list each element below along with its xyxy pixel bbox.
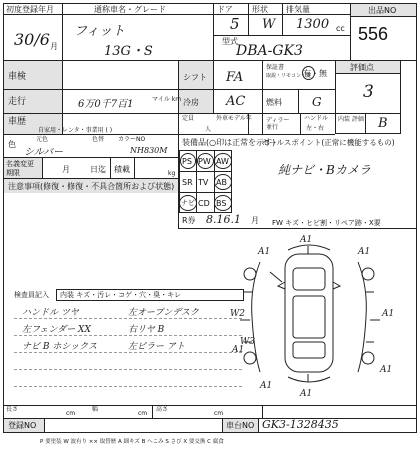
length-unit: cm [66,410,76,417]
warranty-sub: 取説・リモコン・鍵 [266,73,312,79]
doors-label: ドア [217,5,233,14]
name-grade-label: 通称車名・グレード [94,5,166,14]
mileage-unit: マイル km [152,96,182,103]
displacement-value: 1300 [296,17,330,32]
inspector-line-1: ハンドル ツヤ [22,308,79,318]
inspector-line-4: 左オープンデスク [128,308,199,318]
shaken-label: 車検 [8,72,27,82]
width-label: 幅 [92,406,99,413]
equip-bs: BS [216,199,227,208]
equip-ab: AB [216,178,227,187]
displacement-unit: cc [336,24,345,33]
notes-label: 注意事項(修復・修復・不具合箇所および状態) [8,182,175,191]
first-reg-value: 30/6 [14,30,50,49]
model-value: DBA-GK3 [236,43,303,59]
mark-w2-left: W2 [230,309,245,319]
interior-label: 内装 評価 [338,116,364,123]
score-label: 評価点 [350,63,374,72]
dealer-label: ディラー 並行 [266,117,290,131]
kg-unit: kg [168,170,176,177]
fuel-label: 燃料 [266,98,282,107]
displacement-label: 排気量 [286,5,310,14]
r-ticket-value: 8.16.1 [206,213,241,226]
inspector-line-3: ナビ B ホシックス [22,342,98,352]
original-color-label: 元色 [36,136,49,143]
shape-value: W [262,17,276,32]
equip-bs-circle [214,195,232,211]
mark-a1-left-rear: A1 [232,345,245,355]
color-change-label: 色替 [92,136,105,143]
reg-no-label: 登録NO [8,421,37,430]
inspector-label: 検査員記入 [14,291,49,299]
capacity-unit: 人 [205,126,212,133]
car-grade: 13G・S [104,44,153,59]
equip-cd: CD [198,199,210,208]
original-color-value: シルバー [24,147,64,158]
mark-a1-right: A1 [382,309,395,319]
equipment-label: 装備品(○印は正常を示す) [182,138,276,147]
equip-aw-circle [214,153,232,169]
mark-w3-rear-left: W3 [240,337,255,347]
car-damage-diagram [230,232,410,402]
equip-ab-circle [214,174,232,190]
warranty-options: 有・無 [303,69,327,78]
equip-pw: PW [198,157,211,166]
first-reg-label: 初度登録年月 [6,5,54,14]
equip-sr: SR [182,178,193,187]
aircon-value: AC [226,94,246,109]
transfer-month: 月 [62,165,70,174]
interior-value: B [378,116,388,131]
mark-a1-front: A1 [300,235,313,245]
warranty-label: 保証書 [266,64,285,71]
equip-tv: TV [198,178,209,187]
loading-label: 積載 [114,165,130,174]
capacity-label: 定員 [182,115,195,122]
transfer-day: 日迄 [90,165,106,174]
mileage-value: 6万0千7百1 [78,99,134,110]
inspector-line-2: 左フェンダー XX [22,325,91,335]
handle-options: 左・右 [306,125,325,132]
equip-navi: ナビ [181,199,195,207]
mark-a1-front-right: A1 [358,247,371,257]
mark-a1-rear-left: A1 [260,381,273,391]
sales-point-value: 純ナビ・Bカメラ [278,163,371,177]
shape-label: 形状 [252,5,268,14]
color-no-label: カラーNO [118,136,146,143]
mark-a1-rear-right: A1 [380,365,393,375]
car-name: フィット [74,24,125,39]
fuel-value: G [312,95,322,109]
diagram-caption: FW キズ・ヒビ割・リペア跡・X要 [272,219,381,227]
model-year-label: 外車モデル年 [216,115,252,122]
sales-point-label: セールスポイント(正常に機能するもの) [262,138,395,147]
length-label: 長さ [6,406,19,413]
lot-number: 556 [358,24,389,44]
inspector-line-6: 左ピラー アト [128,342,185,352]
color-no-value: NH830M [130,146,168,155]
mark-a1-front-left: A1 [258,247,271,257]
model-label: 型式 [222,37,238,46]
equip-aw: AW [216,157,229,166]
history-options: 自家用・レンタ・事業用 ( ) [38,127,113,134]
height-unit: cm [214,410,224,417]
r-ticket-unit: 月 [251,216,259,225]
shift-value: FA [226,70,244,85]
equip-pw-circle [197,153,214,169]
handle-label: ハンドル [304,115,329,122]
doors-value: 5 [230,15,240,33]
lot-label: 出品NO [368,6,397,15]
warranty-yes-circle [302,66,315,80]
mark-a1-rear: A1 [300,389,313,399]
shift-label: シフト [183,73,207,82]
equip-ps: PS [182,157,192,166]
r-ticket-label: R券 [182,216,196,225]
width-unit: cm [138,410,148,417]
score-value: 3 [363,82,374,102]
height-label: 高さ [156,406,169,413]
equip-ps-circle [180,153,196,169]
legend: P 要塗装 W 波有り ×× 取替歴 A 細キズ B へこみ S さび X 要交換 C 腐食 [40,439,224,445]
chassis-label: 車台NO [226,421,255,430]
aircon-label: 冷房 [183,98,199,107]
first-reg-unit: 月 [50,42,58,51]
inspector-categories: 内装 キズ・汚レ・コゲ・穴・臭・キレ [60,291,182,299]
equip-navi-circle [179,195,197,211]
color-label: 色 [8,140,16,149]
history-label: 車歴 [8,117,27,127]
inspector-line-5: 右リヤ B [128,325,165,335]
transfer-label: 名義変更 期限 [6,160,34,177]
mileage-label: 走行 [8,97,27,107]
chassis-value: GK3-1328435 [262,418,339,431]
